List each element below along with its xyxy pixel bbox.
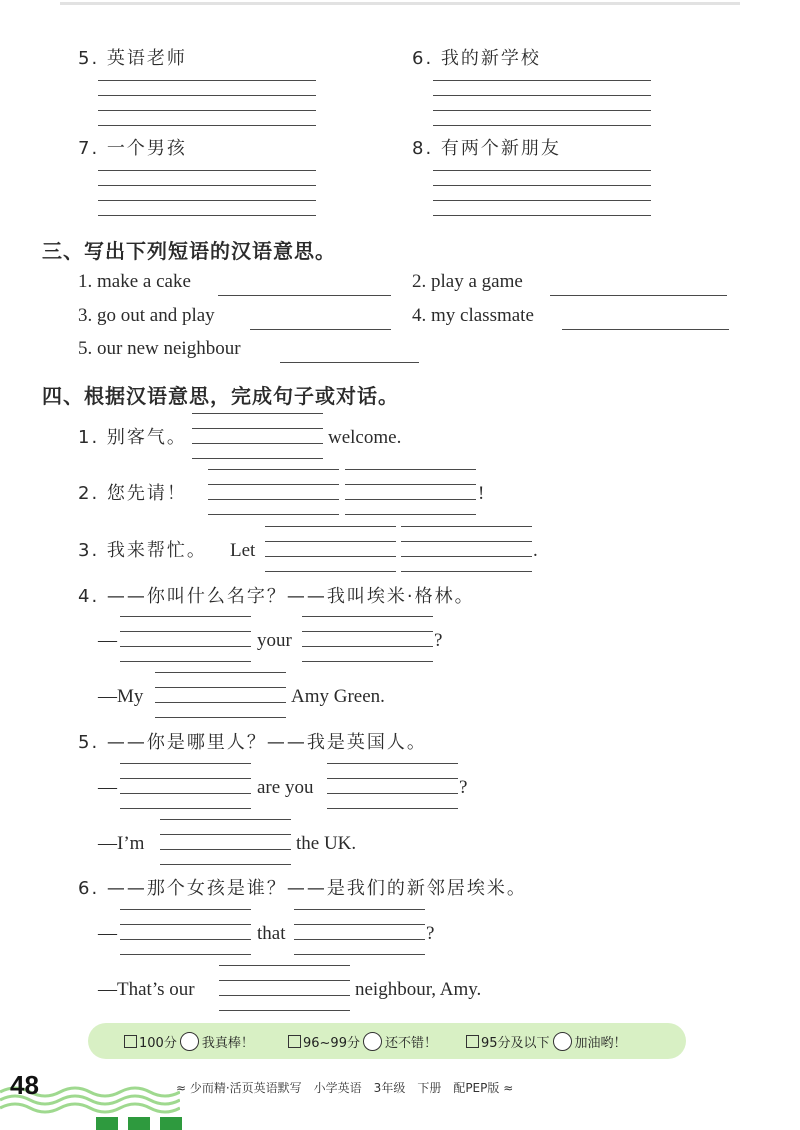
checkbox-icon[interactable] [466,1035,479,1048]
top-rule [60,2,740,5]
q6-dash: — [98,923,117,944]
section-3-title: 三、写出下列短语的汉语意思。 [42,239,336,263]
score-96-99-message: 还不错！ [384,1036,437,1051]
item-2-6-label: 6. 我的新学校 [412,48,541,69]
score-95-below-label: 95分及以下 [481,1036,550,1051]
q4-zh: 4. ——你叫什么名字？——我叫埃米·格林。 [78,586,475,607]
q1-zh: 1. 别客气。 [78,427,187,448]
score-100-message: 我真棒！ [201,1036,254,1051]
item-3-2-label: 2. play a game [412,271,523,292]
q5-dash: — [98,777,117,798]
score-bar [88,1023,686,1059]
item-2-5-label: 5. 英语老师 [78,48,187,69]
score-96-99-label: 96~99分 [303,1036,360,1051]
answer-line-3-2[interactable] [550,295,727,296]
smile-face-icon [363,1032,382,1051]
q2-zh: 2. 您先请！ [78,483,187,504]
q6-mid: that [257,923,286,944]
item-3-4-label: 4. my classmate [412,305,534,326]
q6-answer-end: neighbour, Amy. [355,979,482,1000]
q4-mid: your [257,630,292,651]
q5-mid: are you [257,777,314,798]
q3-start: Let [230,540,256,561]
item-2-7-label: 7. 一个男孩 [78,138,187,159]
q4-dash: — [98,630,117,651]
item-3-3-label: 3. go out and play [78,305,215,326]
answer-line-3-5[interactable] [280,362,419,363]
smiley-face-icon [180,1032,199,1051]
q6-answer-start: —That’s our [98,979,195,1000]
item-3-1-label: 1. make a cake [78,271,191,292]
score-95-below-message: 加油哟！ [574,1036,627,1051]
q3-zh: 3. 我来帮忙。 [78,540,207,561]
score-100[interactable] [124,1032,254,1051]
q6-end: ? [426,923,435,944]
q2-end: ! [478,483,485,504]
checkbox-icon[interactable] [288,1035,301,1048]
q4-answer-start: —My [98,686,144,707]
q3-end: . [533,540,538,561]
section-4-title: 四、根据汉语意思，完成句子或对话。 [42,384,399,408]
score-100-label: 100分 [139,1036,177,1051]
q4-end: ? [434,630,443,651]
answer-line-3-4[interactable] [562,329,729,330]
checkbox-icon[interactable] [124,1035,137,1048]
q5-answer-start: —I’m [98,833,145,854]
q5-zh: 5. ——你是哪里人？——我是英国人。 [78,732,427,753]
green-square-decoration [96,1117,118,1130]
q5-answer-end: the UK. [296,833,357,854]
score-96-99[interactable] [288,1032,437,1051]
cheer-face-icon [553,1032,572,1051]
item-2-8-label: 8. 有两个新朋友 [412,138,561,159]
q1-end: welcome. [328,427,402,448]
answer-line-3-3[interactable] [250,329,391,330]
item-3-5-label: 5. our new neighbour [78,338,241,359]
footer-text: ≈ 少而精·活页英语默写 小学英语 3年级 下册 配PEP版 ≈ [176,1081,514,1095]
green-square-decoration [160,1117,182,1130]
green-square-decoration [128,1117,150,1130]
q6-zh: 6. ——那个女孩是谁？——是我们的新邻居埃米。 [78,878,527,899]
q5-end: ? [459,777,468,798]
q4-answer-end: Amy Green. [291,686,385,707]
answer-line-3-1[interactable] [218,295,391,296]
page-number: 48 [10,1070,39,1100]
score-95-below[interactable] [466,1032,627,1051]
